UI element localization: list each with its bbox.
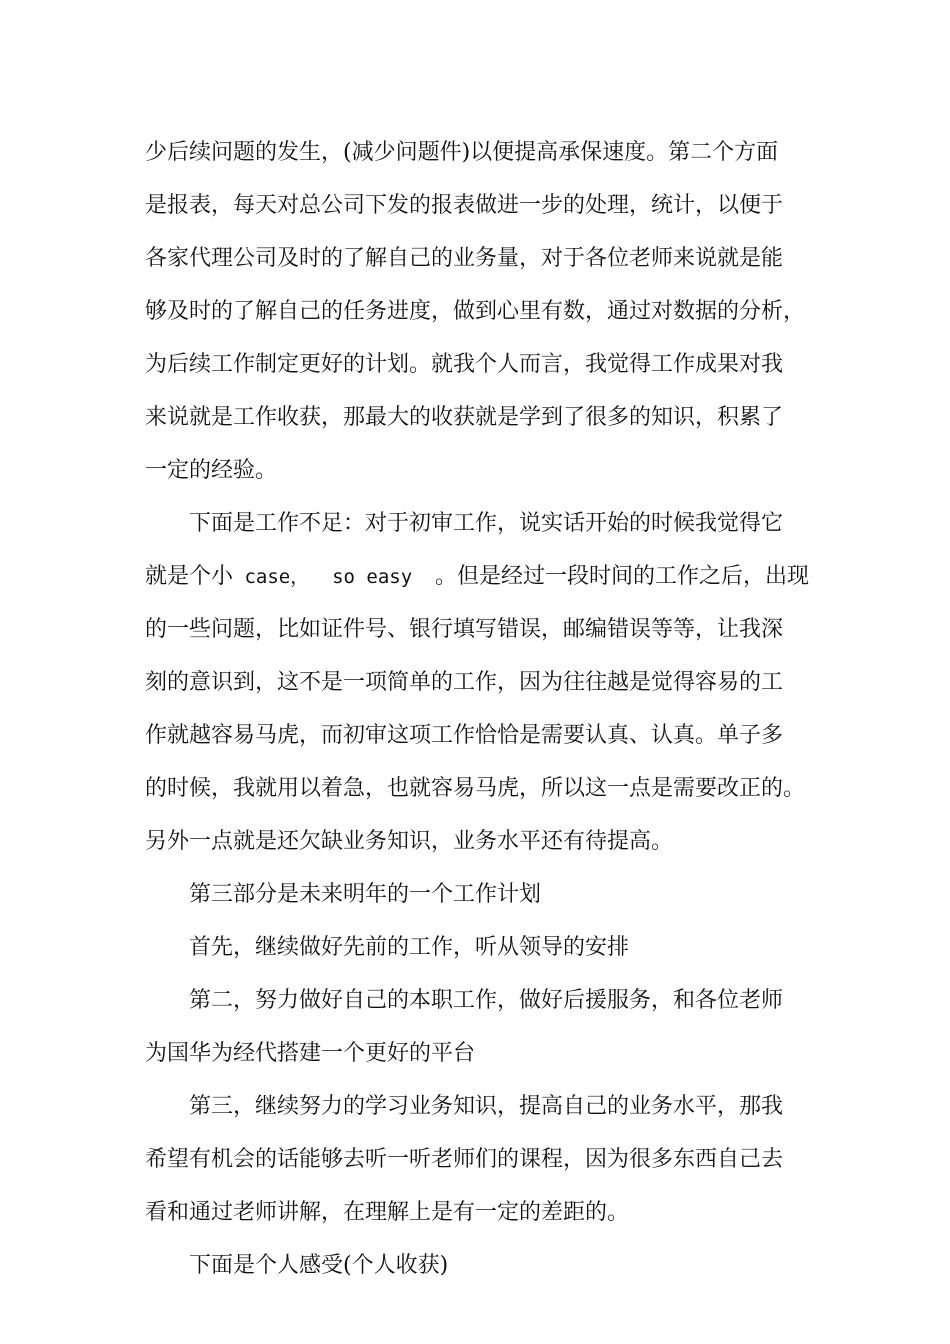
paragraph-work-shortcomings: [145, 497, 825, 868]
text-line: 少后续问题的发生，(减少问题件)以便提高承保速度。第二个方面: [145, 140, 779, 165]
text-line: 另外一点就是还欠缺业务知识，业务水平还有待提高。: [145, 829, 674, 854]
text-line: 各家代理公司及时的了解自己的业务量，对于各位老师来说就是能: [145, 246, 784, 271]
text-line: 下面是工作不足：对于初审工作，说实话开始的时候我觉得它: [189, 511, 784, 536]
latin-fragment: case， so easy: [233, 566, 436, 588]
section-heading-personal-feelings: 下面是个人感受(个人收获): [189, 1253, 449, 1278]
text-line: 为国华为经代搭建一个更好的平台: [145, 1041, 476, 1066]
section-heading-work-plan: 第三部分是未来明年的一个工作计划: [189, 882, 542, 907]
plan-item-second: [145, 974, 825, 1080]
text-line: 来说就是工作收获，那最大的收获就是学到了很多的知识，积累了: [145, 405, 784, 430]
paragraph-work-results: [145, 126, 825, 497]
text-line: 的一些问题，比如证件号、银行填写错误，邮编错误等等，让我深: [145, 617, 784, 642]
document-body: [145, 126, 825, 1292]
text-line: 是报表，每天对总公司下发的报表做进一步的处理，统计，以便于: [145, 193, 784, 218]
text-line: 作就越容易马虎，而初审这项工作恰恰是需要认真、认真。单子多: [145, 723, 784, 748]
text-fragment: 。但是经过一段时间的工作之后，出现: [435, 564, 810, 589]
text-line: 看和通过老师讲解，在理解上是有一定的差距的。: [145, 1200, 630, 1225]
text-line: 刻的意识到，这不是一项简单的工作，因为往往越是觉得容易的工: [145, 670, 784, 695]
text-line: 够及时的了解自己的任务进度，做到心里有数，通过对数据的分析，: [145, 299, 806, 324]
text-line: 的时候，我就用以着急，也就容易马虎，所以这一点是需要改正的。: [145, 776, 806, 801]
text-line: 第二，努力做好自己的本职工作，做好后援服务，和各位老师: [189, 988, 784, 1013]
text-fragment: 就是个小: [145, 564, 234, 589]
text-line: 第三，继续努力的学习业务知识，提高自己的业务水平，那我: [189, 1094, 784, 1119]
plan-item-first: 首先，继续做好先前的工作，听从领导的安排: [189, 935, 630, 960]
text-line: 希望有机会的话能够去听一听老师们的课程，因为很多东西自己去: [145, 1147, 784, 1172]
text-line: 一定的经验。: [145, 458, 278, 483]
plan-item-third: [145, 1080, 825, 1239]
text-line: 为后续工作制定更好的计划。就我个人而言，我觉得工作成果对我: [145, 352, 784, 377]
text-line-mixed: [145, 550, 825, 603]
